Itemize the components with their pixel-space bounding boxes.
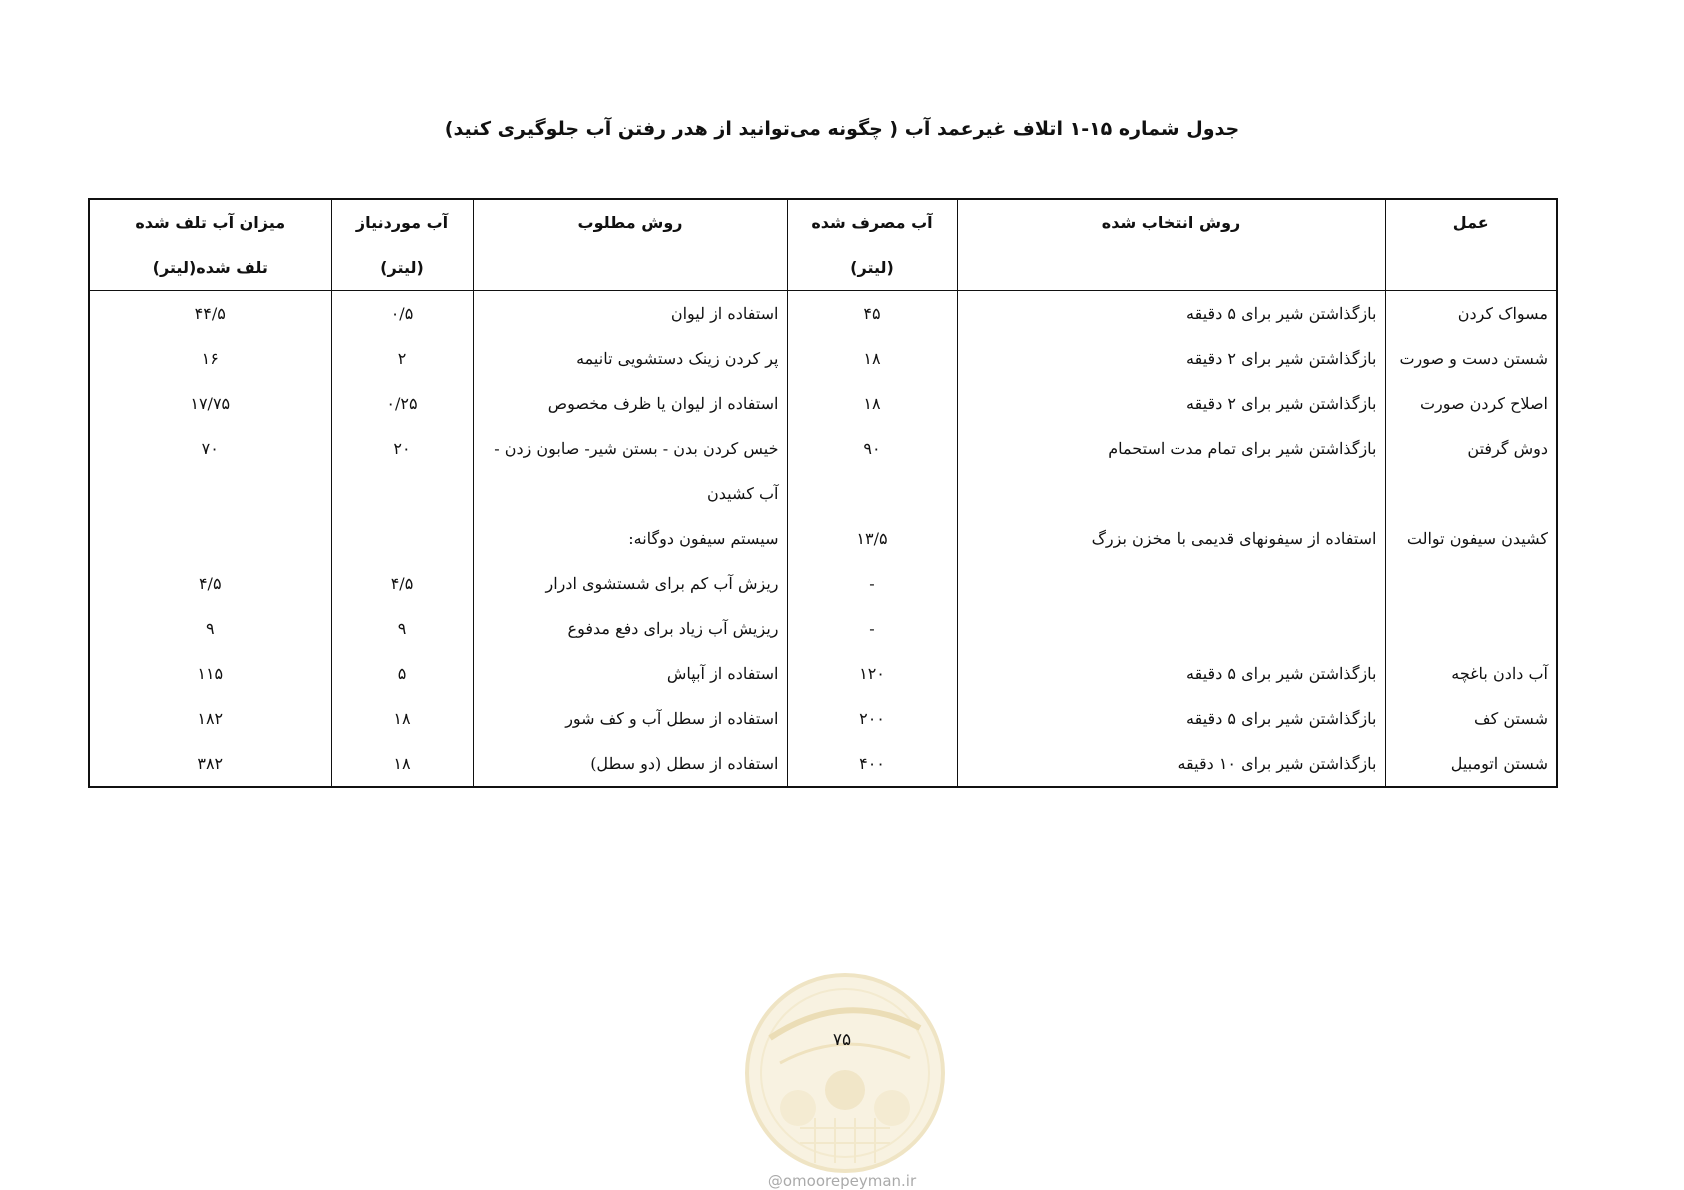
header-selected-method: روش انتخاب شده (957, 199, 1385, 245)
cell-desired: استفاده از سطل (دو سطل) (473, 741, 787, 787)
cell-needed: ۰/۵ (331, 291, 473, 337)
cell-needed: ۰/۲۵ (331, 381, 473, 426)
table-row (89, 516, 1557, 561)
cell-selected (957, 561, 1385, 606)
cell-used: ۴۰۰ (787, 741, 957, 787)
cell-used: ۹۰ (787, 426, 957, 471)
cell-used: ۲۰۰ (787, 696, 957, 741)
table-row (89, 606, 1557, 651)
cell-action: اصلاح کردن صورت (1385, 381, 1557, 426)
cell-desired: استفاده از سطل آب و کف شور (473, 696, 787, 741)
cell-action: آب دادن باغچه (1385, 651, 1557, 696)
cell-desired: آب کشیدن (473, 471, 787, 516)
header-water-used-unit: (لیتر) (787, 245, 957, 291)
cell-selected (957, 606, 1385, 651)
cell-used: ۱۸ (787, 336, 957, 381)
cell-wasted: ۷۰ (201, 439, 219, 458)
cell-action: کشیدن سیفون توالت (1385, 516, 1557, 561)
header-row-1 (89, 199, 1557, 245)
cell-needed (331, 471, 473, 516)
header-action: عمل (1385, 199, 1557, 245)
table-row (89, 336, 1557, 381)
cell-action (1385, 471, 1557, 516)
cell-desired: ریزش آب کم برای شستشوی ادرار (473, 561, 787, 606)
cell-needed: ۲ (331, 336, 473, 381)
cell-used (787, 471, 957, 516)
cell-action: شستن اتومبیل (1385, 741, 1557, 787)
cell-desired: پر کردن زینک دستشویی تانیمه (473, 336, 787, 381)
cell-wasted: ۴/۵ (198, 574, 222, 593)
table-row (89, 651, 1557, 696)
cell-action: مسواک کردن (1385, 291, 1557, 337)
cell-wasted (89, 516, 331, 561)
header-selected-blank (957, 245, 1385, 291)
cell-wasted: ۹ (205, 619, 215, 638)
cell-selected: بازگذاشتن شیر برای ۵ دقیقه (957, 291, 1385, 337)
cell-used: ۴۵ (787, 291, 957, 337)
cell-needed: ۱۸ (331, 696, 473, 741)
watermark-url: @omoorepeyman.ir (767, 1172, 917, 1190)
cell-wasted: ۱۱۵ (197, 664, 224, 683)
cell-used: - (787, 606, 957, 651)
header-water-needed-unit: (لیتر) (331, 245, 473, 291)
header-water-wasted-unit: تلف شده(لیتر) (89, 245, 331, 291)
cell-needed: ۴/۵ (331, 561, 473, 606)
header-action-blank (1385, 245, 1557, 291)
cell-wasted: ۴۴/۵ (194, 304, 226, 323)
cell-selected: بازگذاشتن شیر برای ۲ دقیقه (957, 336, 1385, 381)
cell-used: ۱۸ (787, 381, 957, 426)
header-water-needed: آب موردنیاز (331, 199, 473, 245)
header-water-wasted: میزان آب تلف شده (135, 213, 286, 232)
header-water-used: آب مصرف شده (787, 199, 957, 245)
cell-needed: ۱۸ (331, 741, 473, 787)
table-row (89, 426, 1557, 471)
cell-desired: سیستم سیفون دوگانه: (473, 516, 787, 561)
header-desired-blank (473, 245, 787, 291)
cell-needed (331, 516, 473, 561)
table-row (89, 561, 1557, 606)
table-row (89, 291, 1557, 337)
table-title: جدول شماره ۱۵-۱ اتلاف غیرعمد آب ( چگونه می‌توانید از هدر رفتن آب جلوگیری کنید) (444, 118, 1240, 140)
page-number: ۷۵ (832, 1030, 852, 1050)
water-waste-table (88, 198, 1558, 788)
cell-action: دوش گرفتن (1385, 426, 1557, 471)
cell-needed: ۹ (331, 606, 473, 651)
cell-action: شستن کف (1385, 696, 1557, 741)
cell-needed: ۲۰ (331, 426, 473, 471)
cell-selected (957, 471, 1385, 516)
cell-desired: استفاده از لیوان یا ظرف مخصوص (473, 381, 787, 426)
cell-selected: استفاده از سیفونهای قدیمی با مخزن بزرگ (957, 516, 1385, 561)
cell-needed: ۵ (331, 651, 473, 696)
cell-used: - (787, 561, 957, 606)
table-row (89, 741, 1557, 787)
watermark-seal-logo (740, 968, 950, 1178)
cell-desired: استفاده از آبپاش (473, 651, 787, 696)
cell-action (1385, 561, 1557, 606)
cell-action: شستن دست و صورت (1385, 336, 1557, 381)
cell-wasted: ۱۸۲ (197, 709, 224, 728)
table-row (89, 381, 1557, 426)
header-row-2 (89, 245, 1557, 291)
cell-selected: بازگذاشتن شیر برای ۲ دقیقه (957, 381, 1385, 426)
cell-desired: ریزیش آب زیاد برای دفع مدفوع (473, 606, 787, 651)
cell-selected: بازگذاشتن شیر برای تمام مدت استحمام (957, 426, 1385, 471)
cell-selected: بازگذاشتن شیر برای ۱۰ دقیقه (957, 741, 1385, 787)
table-row (89, 696, 1557, 741)
cell-desired: استفاده از لیوان (473, 291, 787, 337)
cell-used: ۱۳/۵ (787, 516, 957, 561)
cell-selected: بازگذاشتن شیر برای ۵ دقیقه (957, 696, 1385, 741)
cell-wasted (89, 471, 331, 516)
cell-used: ۱۲۰ (787, 651, 957, 696)
cell-desired: خیس کردن بدن - بستن شیر- صابون زدن - (473, 426, 787, 471)
table-row (89, 471, 1557, 516)
cell-wasted: ۱۶ (201, 349, 219, 368)
cell-wasted: ۳۸۲ (197, 754, 224, 773)
cell-action (1385, 606, 1557, 651)
cell-wasted: ۱۷/۷۵ (190, 394, 231, 413)
cell-selected: بازگذاشتن شیر برای ۵ دقیقه (957, 651, 1385, 696)
header-desired-method: روش مطلوب (473, 199, 787, 245)
